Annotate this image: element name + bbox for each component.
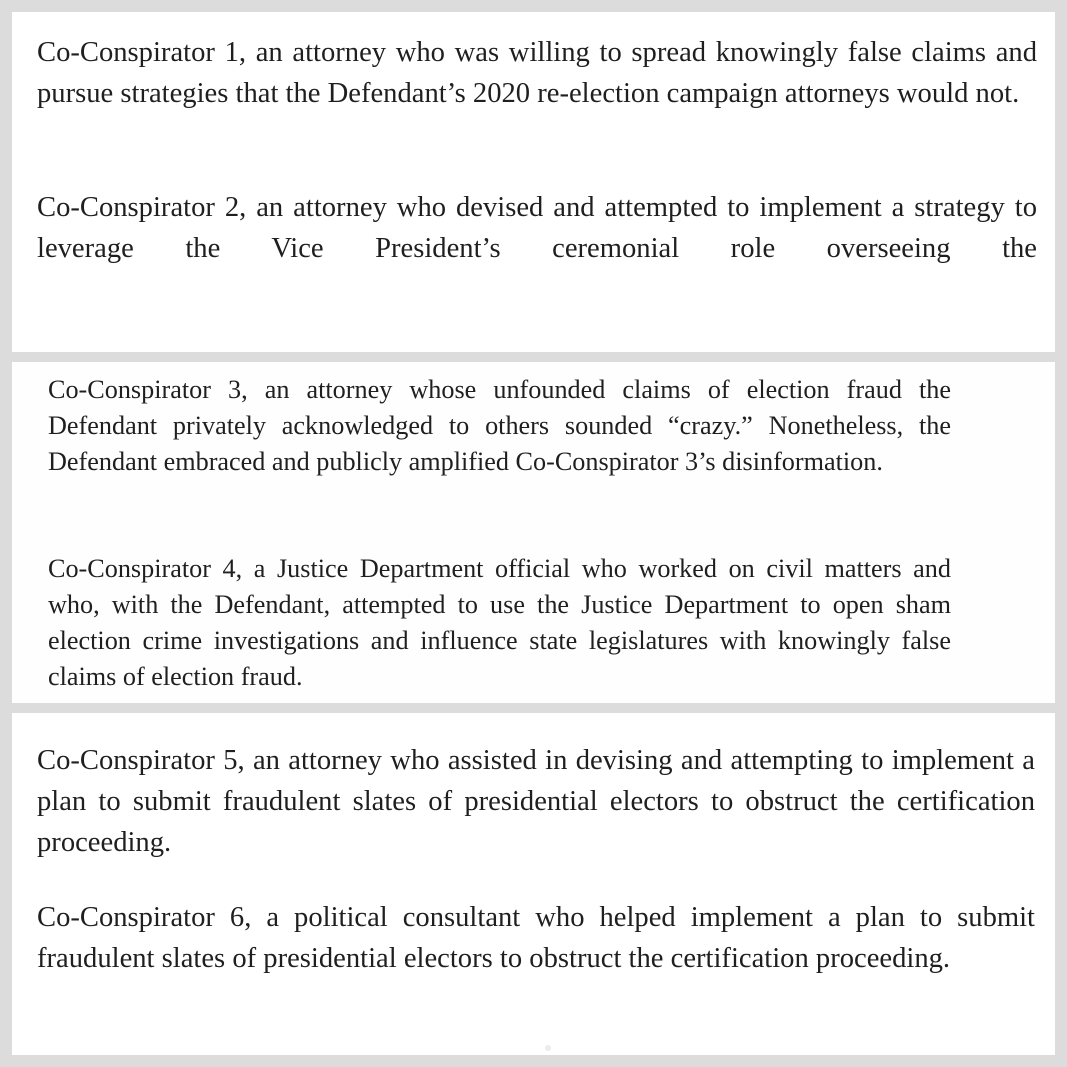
co-conspirator-5-paragraph: Co-Conspirator 5, an attorney who assisted in devising and attempting to implement a plan to submit fraudulent slates of presidential electors to obstruct the certification proceeding. bbox=[37, 745, 1035, 858]
co-conspirator-4-paragraph: Co-Conspirator 4, a Justice Department official who worked on civil matters and who, with the Defendant, attempted to use the Justice Department to open sham election crime investigations and influence state legislatures with knowingly false claims of election fraud. bbox=[48, 554, 951, 691]
co-conspirator-3-paragraph: Co-Conspirator 3, an attorney whose unfounded claims of election fraud the Defendant privately acknowledged to others sounded “crazy.” Nonetheless, the Defendant embraced and publicly amplified Co-Conspirator 3’s disinformation. bbox=[48, 375, 951, 476]
document-excerpt-1 bbox=[12, 12, 1055, 352]
co-conspirator-2-paragraph: Co-Conspirator 2, an attorney who devised and attempted to implement a strategy to leverage the Vice President’s ceremonial role overseeing the bbox=[37, 192, 1037, 264]
co-conspirator-6-paragraph: Co-Conspirator 6, a political consultant who helped implement a plan to submit fraudulent slates of presidential electors to obstruct the certification proceeding. bbox=[37, 902, 1035, 974]
scan-speck bbox=[545, 1045, 551, 1051]
co-conspirator-1-paragraph: Co-Conspirator 1, an attorney who was willing to spread knowingly false claims and pursue strategies that the Defendant’s 2020 re-election campaign attorneys would not. bbox=[37, 37, 1037, 109]
document-excerpt-2 bbox=[12, 362, 1055, 703]
document-excerpt-3 bbox=[12, 713, 1055, 1055]
